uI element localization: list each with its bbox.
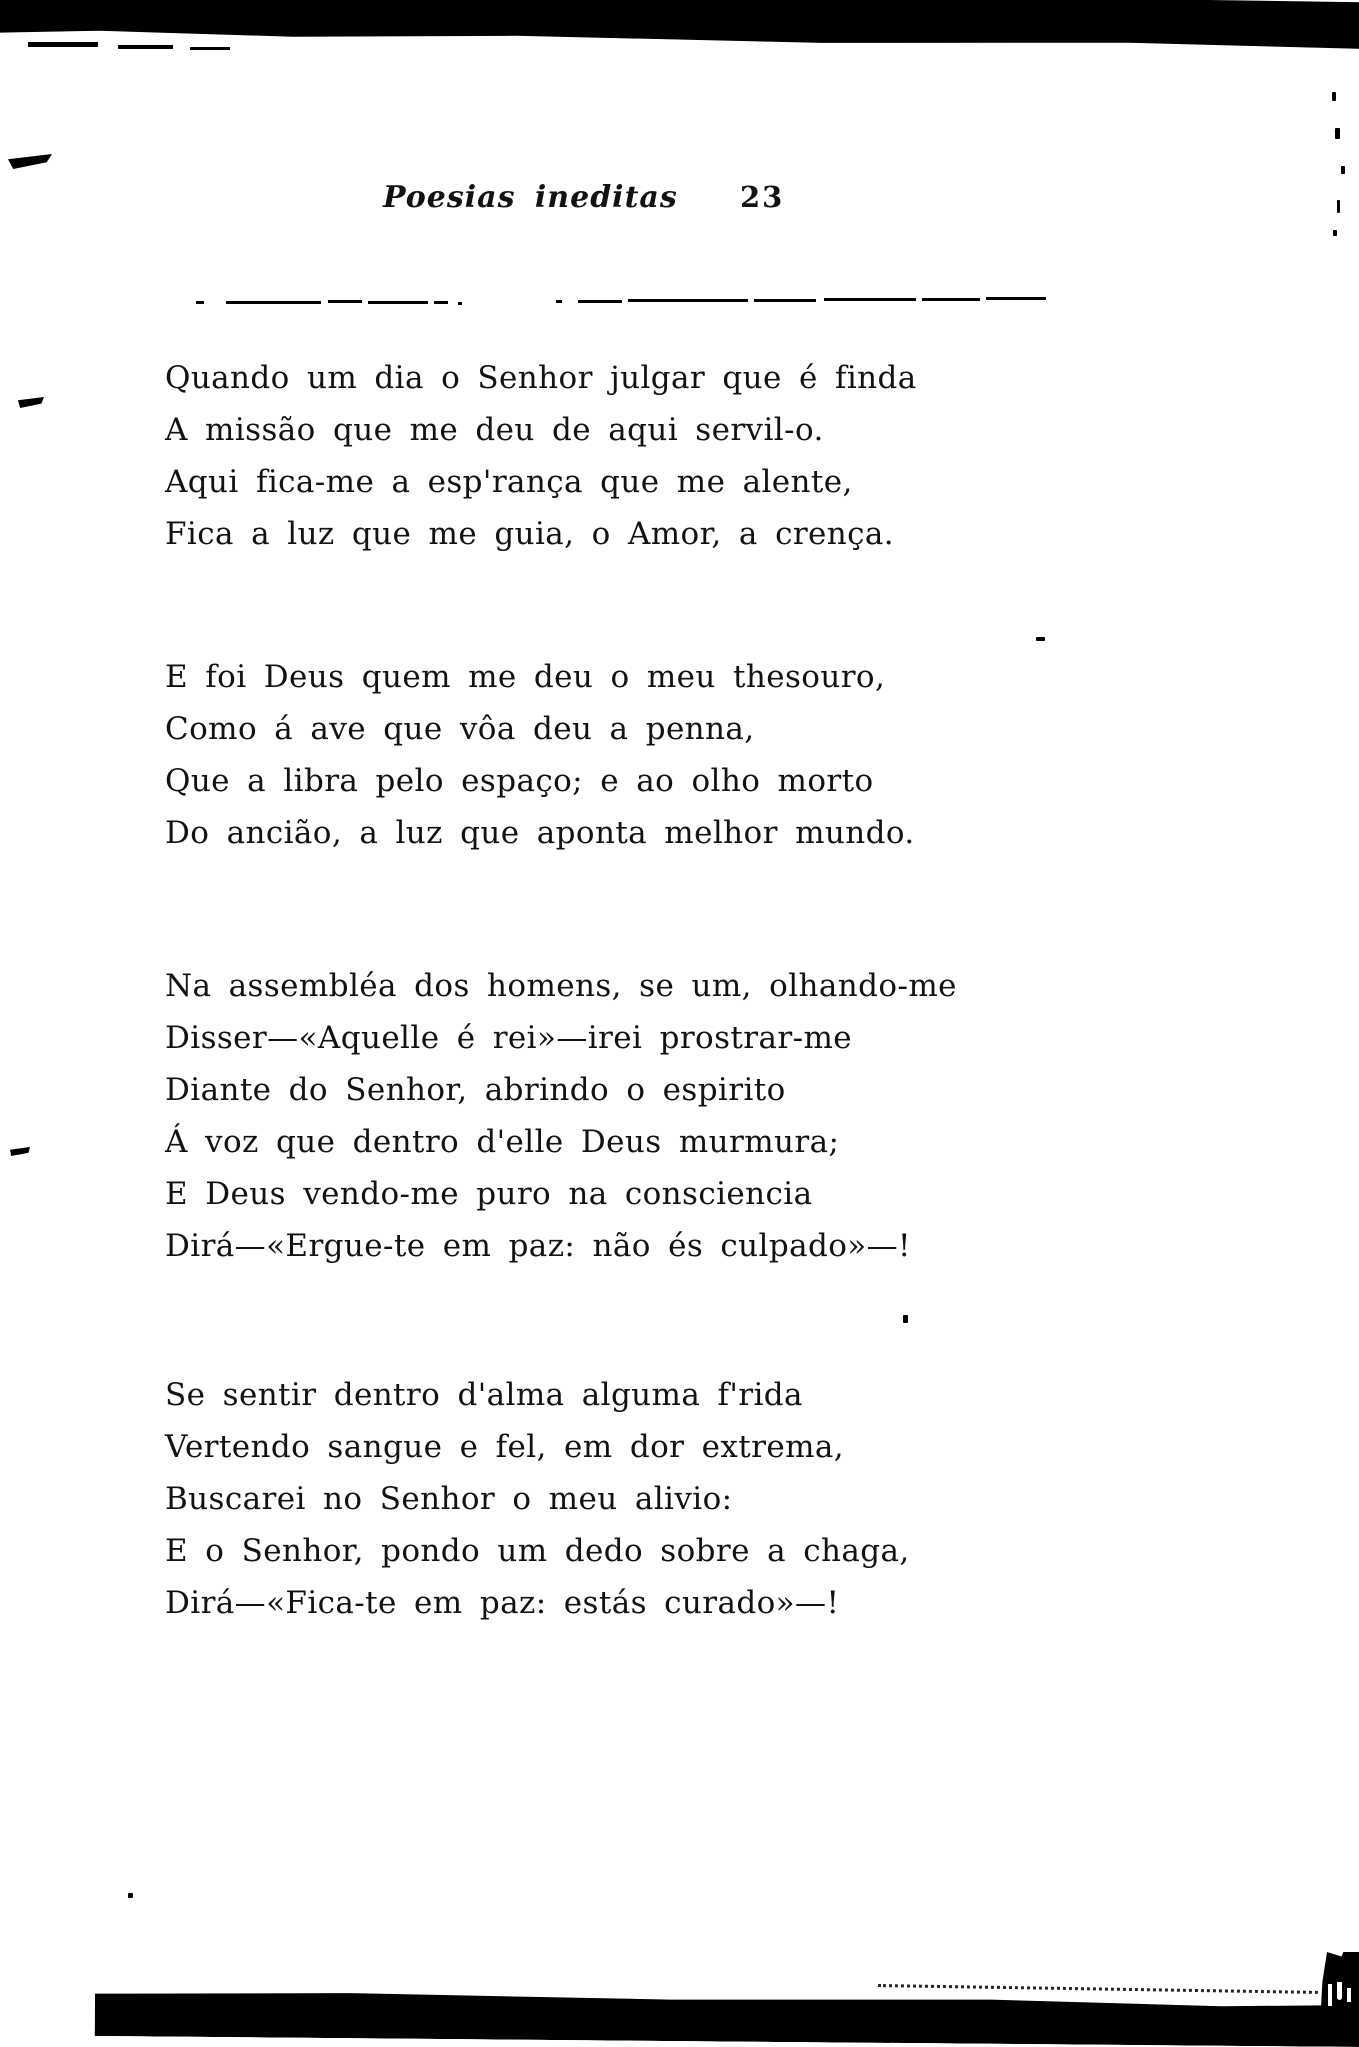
poem-line: Vertendo sangue e fel, em dor extrema,	[165, 1429, 845, 1465]
scan-artifact-corner-blob	[1320, 1952, 1359, 2027]
poem-line: E Deus vendo-me puro na consciencia	[165, 1176, 813, 1212]
poem-line: E foi Deus quem me deu o meu thesouro,	[165, 659, 886, 695]
stanza-3	[165, 960, 957, 1272]
scan-artifact-speck	[903, 1315, 908, 1323]
stanza-4	[165, 1369, 910, 1629]
poem-line: Se sentir dentro d'alma alguma f'rida	[165, 1377, 803, 1413]
poem-line: Fica a luz que me guia, o Amor, a crença.	[165, 516, 895, 552]
scan-artifact-left-mark	[8, 154, 52, 169]
scan-artifact-speck	[1333, 230, 1337, 236]
poem-line: A missão que me deu de aqui servil-o.	[165, 412, 824, 448]
scan-artifact-dash	[190, 47, 230, 50]
poem-line: Que a libra pelo espaço; e ao olho morto	[165, 763, 874, 799]
scan-artifact-bottom-bar	[95, 1990, 1359, 2047]
poem-line: Na assembléa dos homens, se um, olhando-me	[165, 968, 957, 1004]
poem-line: Como á ave que vôa deu a penna,	[165, 711, 755, 747]
scan-artifact-speck	[1335, 128, 1340, 139]
poem-line: Do ancião, a luz que aponta melhor mundo.	[165, 815, 915, 851]
scan-artifact-speck	[1036, 637, 1045, 641]
stanza-2	[165, 651, 915, 859]
running-header-title: Poesias ineditas	[383, 180, 678, 215]
stanza-1	[165, 352, 917, 560]
scan-artifact-left-mark	[10, 1147, 30, 1156]
poem-line: E o Senhor, pondo um dedo sobre a chaga,	[165, 1533, 910, 1569]
scan-artifact-dash	[28, 42, 98, 47]
poem-line: Dirá—«Fica-te em paz: estás curado»—!	[165, 1585, 840, 1621]
header-rule	[196, 296, 1046, 304]
scan-artifact-dash	[118, 45, 173, 49]
poem-line: Aqui fica-me a esp'rança que me alente,	[165, 464, 853, 500]
scan-artifact-top-bar	[0, 0, 1359, 51]
poem-line: Quando um dia o Senhor julgar que é finda	[165, 360, 917, 396]
scan-artifact-speck	[128, 1893, 133, 1898]
scan-artifact-speck	[1341, 166, 1345, 174]
scan-artifact-dotted-line	[878, 1984, 1318, 1994]
scan-artifact-speck	[1332, 92, 1336, 101]
page-number: 23	[740, 180, 785, 214]
poem-line: Disser—«Aquelle é rei»—irei prostrar-me	[165, 1020, 853, 1056]
scan-artifact-speck	[1337, 200, 1340, 213]
poem-line: Diante do Senhor, abrindo o espirito	[165, 1072, 786, 1108]
poem-line: Buscarei no Senhor o meu alivio:	[165, 1481, 733, 1517]
scan-artifact-left-mark	[18, 397, 44, 408]
poem-line: Á voz que dentro d'elle Deus murmura;	[165, 1124, 840, 1160]
poem-line: Dirá—«Ergue-te em paz: não és culpado»—!	[165, 1228, 911, 1264]
